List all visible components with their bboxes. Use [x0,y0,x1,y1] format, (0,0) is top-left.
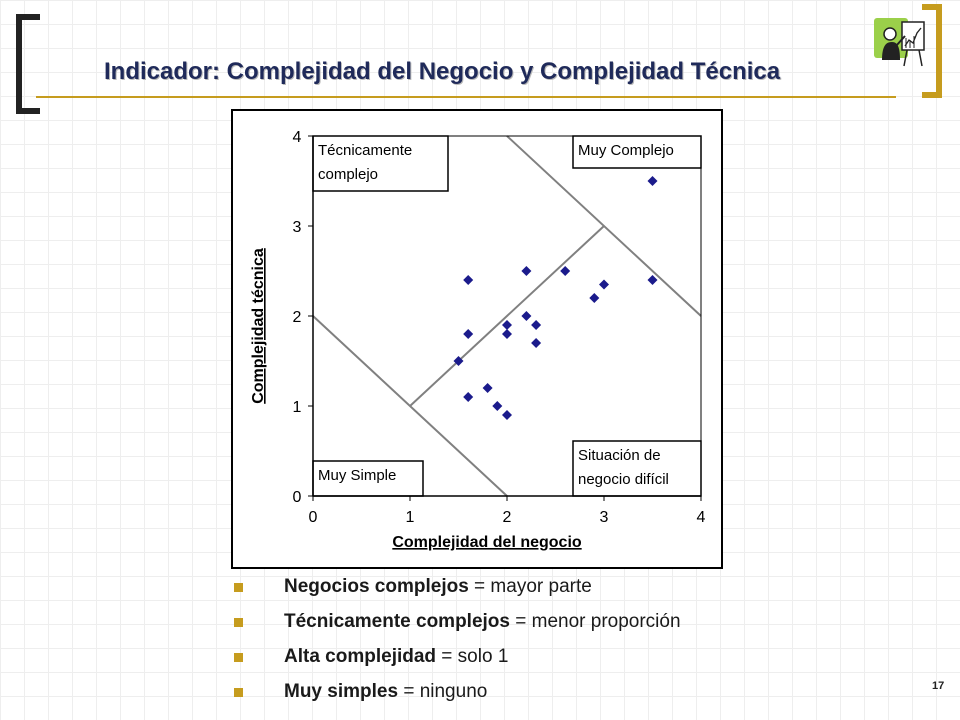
data-point [463,275,473,285]
y-axis-title: Complejidad técnica [250,248,267,404]
bullet-text: = menor proporción [509,611,681,632]
quadrant-label-text: negocio difícil [578,471,669,488]
bullet-square-icon [234,583,243,592]
y-tick-label: 3 [292,219,302,236]
bullet-bold-text: Negocios complejos [284,576,469,597]
y-tick-label: 0 [292,489,302,506]
x-tick-label: 3 [599,509,609,526]
bullet-item [232,609,681,644]
data-point [492,401,502,411]
scatter-chart [233,111,721,567]
x-tick-label: 1 [405,509,415,526]
data-point [648,275,658,285]
bullet-text: = solo 1 [436,646,509,667]
slide-title: Indicador: Complejidad del Negocio y Complejidad Técnica [104,58,781,85]
data-point [560,266,570,276]
bullet-bold-text: Técnicamente complejos [284,611,510,632]
y-tick-label: 2 [292,309,302,326]
bullet-square-icon [234,688,243,697]
quadrant-label-text: Situación de [578,447,661,464]
data-point [648,176,658,186]
x-tick-label: 0 [308,509,318,526]
bullet-item [232,644,681,679]
x-tick-label: 2 [502,509,512,526]
quadrant-label-text: complejo [318,166,379,183]
divider-line [410,226,604,406]
data-point [531,320,541,330]
y-tick-label: 1 [292,399,302,416]
data-point [463,392,473,402]
data-point [463,329,473,339]
bullet-text: = mayor parte [468,576,592,597]
x-tick-label: 4 [696,509,706,526]
bullet-square-icon [234,653,243,662]
bullet-bold-text: Muy simples [284,681,399,702]
data-point [599,280,609,290]
data-point [531,338,541,348]
y-tick-label: 4 [292,129,302,146]
bullet-item [232,679,681,714]
presenter-chart-icon [872,16,930,72]
data-point [521,266,531,276]
left-bracket-decoration [16,14,40,114]
bullet-text: = ninguno [398,681,488,702]
bullet-item [232,574,681,609]
data-point [502,320,512,330]
quadrant-label-text: Muy Complejo [578,142,674,159]
quadrant-label-text: Muy Simple [318,467,397,484]
data-point [483,383,493,393]
data-point [521,311,531,321]
bullet-square-icon [234,618,243,627]
page-number: 17 [932,680,945,692]
quadrant-label-text: Técnicamente [318,142,413,159]
chart-frame [231,109,723,569]
data-point [589,293,599,303]
data-point [502,329,512,339]
data-point [502,410,512,420]
bullet-list [232,574,681,714]
bullet-bold-text: Alta complejidad [284,646,437,667]
x-axis-title: Complejidad del negocio [392,534,582,551]
title-underline [36,96,896,98]
